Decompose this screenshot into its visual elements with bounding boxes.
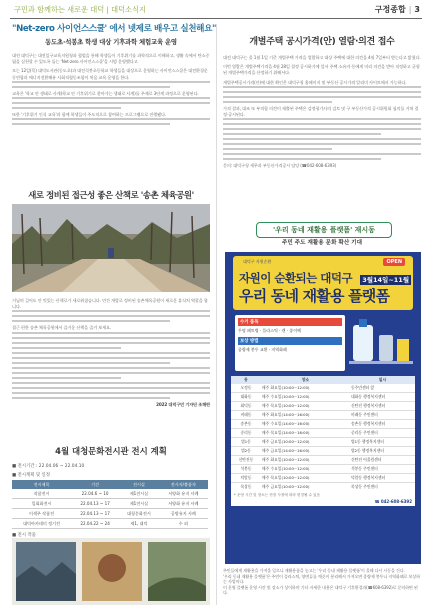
table-cell: 동주민센터 앞 <box>350 384 415 393</box>
recycle-paragraph-3: 이 운영 플랫폼 운영 시간 및 장소가 상이하며 기타 자세한 내용은 대덕구 기후환경과(☎608-6392)로 문의하면 된다. <box>223 584 418 596</box>
schedule-col-header: 일시 <box>378 377 387 382</box>
opendata-article <box>223 34 421 169</box>
table-cell: 매주 수요일(10:00~12:00) <box>261 393 350 402</box>
table-cell: 대청문화전시 <box>127 510 151 516</box>
table-cell: 석봉동 <box>231 465 261 474</box>
table-cell: 서양화 유지 사례 <box>168 500 199 506</box>
table-cell: 회덕동 <box>231 402 261 411</box>
opendata-paragraph-5: 문의: 대덕구청 세무과 부동산가격공시 담당 (☎042-608-6393) <box>223 163 337 169</box>
table-cell: 작품전시 <box>33 490 50 496</box>
header-rule <box>10 18 422 19</box>
table-cell: 일회화전시 <box>31 500 52 506</box>
table-cell: 서양화 유지 사례 <box>168 490 199 496</box>
exhibition-table-title: ■ 전시계획 및 일정 <box>12 473 51 478</box>
table-row <box>231 420 415 429</box>
table-cell: 제1전시실 <box>129 500 149 506</box>
table-cell: 매주 수요일(10:00~12:00) <box>261 465 350 474</box>
schedule-col-header: 동 <box>244 377 248 382</box>
table-cell: 신탄진 행정복지센터 <box>350 402 415 411</box>
table-row <box>12 489 208 499</box>
exhibition-artwork-photo <box>12 538 210 605</box>
netzero-paragraph-1: 대전 대덕구는 대전일구교육지원청과 협업을 통해 학생들이 기후위기를 과학적으로 이해하고, 생활 속에서 탄소중립을 실천할 수 있도록 돕는 'Net-zero 사이언스스쿨'을 시범 운영했다고 <box>12 53 210 65</box>
trail-credit: 2022 대덕구민 기자단 조해란 <box>156 401 210 407</box>
poster-headline-2: 우리 동네 재활용 플랫폼 <box>239 287 390 305</box>
table-row <box>231 447 415 456</box>
exhibition-title: 4월 대청문화전시관 전시 계획 <box>55 446 167 456</box>
exhibition-col-header: 전시실 <box>132 481 145 487</box>
table-cell: 신탄진 어울림센터 <box>350 456 415 465</box>
trail-paragraph-1: 거닐며 걸어도 안 멋있는 산책로가 새로워졌습니다. 민간 개발로 정비된 송촌체육공원이 새로운 휴식처 역할을 합니다. <box>12 298 208 310</box>
table-row <box>231 456 415 465</box>
recycle-subtitle: 주민 주도 재활용 문화 확산 기대 <box>282 240 362 246</box>
poster-headline-1 <box>239 267 411 286</box>
table-cell: 목상동 <box>240 484 252 489</box>
trail-paragraph-2: 접근 편한 송촌 체육공원에서 즐거운 산책을 즐겨 보세요. <box>12 325 112 331</box>
table-cell: 대화동 행정복지센터 <box>350 393 415 402</box>
table-row <box>12 499 208 509</box>
table-cell: 목상동 주민센터 <box>350 484 378 489</box>
recycle-tag-title: '우리 동네 재활용 플랫폼' 재시동 <box>273 226 375 234</box>
poster-reward-label: 보상 방법 <box>238 337 342 345</box>
table-cell: 오정동 <box>231 384 261 393</box>
poster-accept-items: 투명 페트병 · 플라스틱 · 캔 · 종이팩 <box>238 328 301 333</box>
table-cell: 22.04.22 ~ 24 <box>80 521 110 526</box>
table-cell: 매주 목요일(10:00~12:00) <box>261 474 350 483</box>
schedule-col-header: 장소 <box>301 377 310 382</box>
table-cell: 수 외 <box>178 520 188 526</box>
opendata-body <box>223 55 421 169</box>
table-row <box>231 384 415 393</box>
table-cell: 공방유지 사례 <box>170 510 196 516</box>
poster-schedule <box>231 376 415 506</box>
table-cell: 22.04.6 ~ 10 <box>81 491 109 496</box>
poster-schedule-table <box>231 376 415 491</box>
netzero-subtitle: 동도초·석봉초 학생 대상 기후과학 체험교육 운영 <box>45 38 177 46</box>
exhibition-col-header: 전시자/출품자 <box>170 481 196 487</box>
trail-title: 새로 정비된 접근성 좋은 산책로 '송촌 체육공원' <box>28 190 194 200</box>
poster-banner-small: 대덕구 자원순환 <box>243 259 272 264</box>
table-cell: 신탄진동 <box>231 456 261 465</box>
poster-banner <box>233 256 413 310</box>
table-cell: 제1전시실 <box>129 490 149 496</box>
poster-open-badge: OPEN <box>383 258 405 266</box>
exhibition-artwork-label: ■ 전시 작품 <box>12 533 36 538</box>
table-cell: 매주 화요일(10:00~12:00) <box>261 456 350 465</box>
table-row <box>12 509 208 519</box>
opendata-paragraph-4: 가격 결과, 대조 또 부적합 의견이 제출된 주택은 감정평가사의 검토 및 구 부동산가격 공시위원회 심의를 거쳐 결정·공시된다. <box>223 105 419 118</box>
recycle-paragraph-2: '우리 동네 재활용 플랫폼'은 주민이 플라스틱, 양변류를 깨끗이 분리해서 가져오면 종량제 봉투나 지역화폐로 보상하는 사업이다. <box>223 573 420 585</box>
poster-date: 3월14일~11월 <box>362 276 410 284</box>
table-cell: 매주 목요일(14:00~16:00) <box>261 429 350 438</box>
table-cell: 법2동 <box>231 447 261 456</box>
exhibition-period: ■ 전시기간 : 22.04.06 ~ 22.04.10 <box>12 464 85 469</box>
table-cell: 매주 목요일(10:00~12:00) <box>261 402 350 411</box>
table-cell: 송촌동 행정복지센터 <box>350 420 415 429</box>
table-cell: 매주 화요일(14:00~16:00) <box>261 411 350 420</box>
page-number: 3 <box>414 5 420 14</box>
table-cell: 대화동 <box>231 393 261 402</box>
table-cell: 매주 수요일(14:00~16:00) <box>261 420 350 429</box>
poster-reward-items: 종량제 봉투 교환 · 지역화폐 <box>238 347 287 352</box>
recycle-poster <box>225 252 421 564</box>
table-cell: 중리동 주민센터 <box>350 429 415 438</box>
poster-illustration <box>349 315 413 371</box>
table-row <box>231 429 415 438</box>
exhibition-col-header: 기간 <box>91 481 100 487</box>
poster-info-box <box>235 315 345 371</box>
table-row <box>231 402 415 411</box>
header-slogan: 구민과 함께하는 새로운 대덕 | 대덕소식지 <box>14 5 146 14</box>
recycle-paragraph-1: 주민들에게 재활용을 가져올 일으니 재활용품을 놓고는 '우리 동네 재활용 플랫폼'이 올해 다시 시동을 건다. <box>223 568 405 573</box>
opendata-paragraph-3: 개별주택공시가격(안)에 대한 확인은 대덕구청 홈페이지 및 부동산 공시가격 알리미 사이트에서 가능하다. <box>223 79 407 85</box>
table-cell: 법1동 행정복지센터 <box>350 438 415 447</box>
table-row <box>231 438 415 447</box>
table-cell: 매주 금요일(14:00~16:00) <box>261 447 350 456</box>
trail-article <box>12 189 210 201</box>
trail-body <box>12 298 210 408</box>
table-row <box>231 483 415 492</box>
header-divider: | <box>408 5 412 14</box>
recycle-body <box>223 568 421 596</box>
table-row <box>231 465 415 474</box>
table-cell: 비래동 <box>231 411 261 420</box>
netzero-paragraph-2: 모는 12일(목) 대덕도서관(동도초)과 대전석봉초등학교 학생들을 대상으로 운영하는 사이언스스쿨은 대전환경운동연합과 에너지전환해유 사회적협동조합이 처음 교육 운영을 한다. <box>12 68 208 80</box>
table-cell: 중리동 <box>231 429 261 438</box>
recycle-tag <box>256 222 392 238</box>
opendata-title: 개별주택 공시가격(안) 열람·의견 접수 <box>249 37 395 47</box>
table-cell: 대덕아카데미 정기전 <box>23 520 60 526</box>
column-divider <box>216 24 217 605</box>
table-cell: 매주 금요일(10:00~12:00) <box>261 484 310 489</box>
table-row <box>231 474 415 483</box>
section-name: 구정종합 <box>374 5 406 14</box>
table-row <box>231 393 415 402</box>
header-section <box>375 4 420 15</box>
netzero-paragraph-4: 또한 '기후위기 인식 교육'과 함께 학생들이 주도적으로 참여하는 프로그램으로 진행됐다. <box>12 112 167 118</box>
table-cell: 법2동 행정복지센터 <box>350 447 415 456</box>
table-row <box>231 411 415 420</box>
poster-note: * 운영 시간 및 장소는 현장 사정에 따라 변경될 수 있음 <box>234 493 321 497</box>
opendata-paragraph-2: 이번 열람은 개별주택가격을 4월 28일 결정 공시하기에 앞서 주택 소유자 등에게 미리 의견을 받아 적정하고 균형된 개별주택가격을 산정하기 위해서다. <box>223 64 420 76</box>
trail-photo <box>12 204 210 292</box>
table-cell: 매주 금요일(10:00~12:00) <box>261 438 350 447</box>
netzero-title: "Net-zero 사이언스스쿨' 에서 넷제로 배우고 실천해요" <box>12 24 217 34</box>
exhibition-col-header: 전시제목 <box>33 481 50 487</box>
poster-contact: ☎ 042-608-6392 <box>374 499 412 504</box>
exhibition-table <box>12 480 208 529</box>
table-cell: 법1동 <box>231 438 261 447</box>
netzero-body <box>12 53 210 125</box>
table-cell: 제1, 대덕 <box>130 520 148 526</box>
table-cell: 비래동 주민센터 <box>350 411 415 420</box>
table-cell: 매주 화요일(10:00~12:00) <box>261 384 350 393</box>
exhibition-article <box>12 445 210 538</box>
table-cell: 덕암동 행정복지센터 <box>350 474 415 483</box>
netzero-article <box>12 22 217 128</box>
opendata-paragraph-1: 대전 대덕구는 올 1월 1일 기준 개별주택 가격을 열람하고 대상 주택에 대한 의견을 4월 7일부터 받는다고 밝혔다. <box>223 55 421 60</box>
table-cell: 이색주 작품전 <box>29 510 55 516</box>
table-cell: 석봉동 주민센터 <box>350 465 415 474</box>
poster-headline-text: 자원이 순환되는 대덕구 <box>239 271 353 285</box>
table-cell: 22.04.13 ~ 17 <box>80 511 110 516</box>
netzero-paragraph-3: 교육은 '학교 안 생태로 사계(학교 안 기후위기로 찾아가는 생태로 사계)를 주제로 3단계 과정으로 운영된다. <box>12 90 199 96</box>
table-cell: 22.04.13 ~ 17 <box>80 501 110 506</box>
table-cell: 송촌동 <box>231 420 261 429</box>
table-cell: 덕암동 <box>231 474 261 483</box>
poster-accept-label: 수거 품목 <box>238 318 342 326</box>
table-row <box>12 519 208 529</box>
